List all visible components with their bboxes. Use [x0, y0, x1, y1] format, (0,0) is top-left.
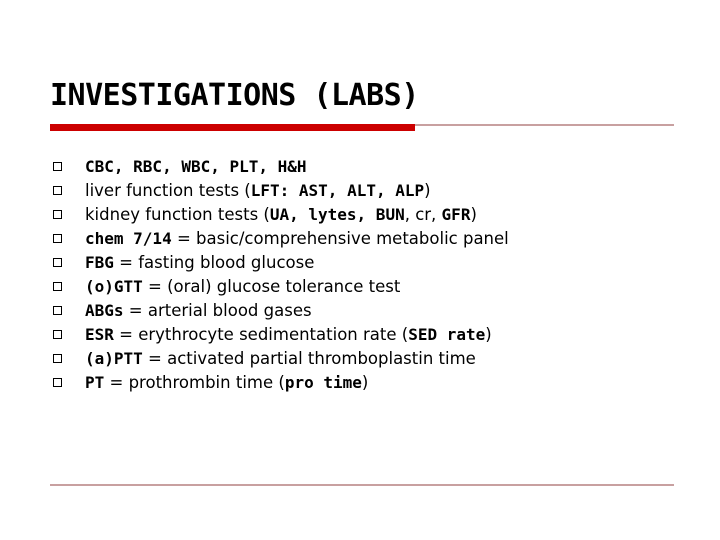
- bold-term: pro time: [284, 372, 362, 392]
- hollow-square-bullet-icon: [53, 306, 62, 315]
- list-item-text: [85, 205, 477, 224]
- list-item: [50, 154, 509, 178]
- list-item: [50, 178, 509, 202]
- slide-title: INVESTIGATIONS (LABS): [50, 78, 419, 113]
- plain-text: ): [485, 324, 492, 344]
- plain-text: = prothrombin time (: [104, 372, 285, 392]
- list-item: [50, 250, 509, 274]
- hollow-square-bullet-icon: [53, 162, 62, 171]
- plain-text: , cr,: [404, 204, 442, 224]
- plain-text: = basic/comprehensive metabolic panel: [171, 228, 509, 248]
- list-item-text: [85, 253, 314, 272]
- plain-text: kidney function tests (: [85, 204, 270, 224]
- list-item-text: [85, 277, 400, 296]
- bold-term: UA, lytes, BUN: [269, 204, 405, 224]
- title-underline-thin: [415, 124, 674, 126]
- hollow-square-bullet-icon: [53, 330, 62, 339]
- hollow-square-bullet-icon: [53, 258, 62, 267]
- plain-text: = arterial blood gases: [123, 300, 312, 320]
- plain-text: = activated partial thromboplastin time: [142, 348, 476, 368]
- list-item: [50, 322, 509, 346]
- list-item: [50, 226, 509, 250]
- bold-term: ESR: [85, 324, 114, 344]
- plain-text: = erythrocyte sedimentation rate (: [113, 324, 409, 344]
- plain-text: = fasting blood glucose: [113, 252, 315, 272]
- hollow-square-bullet-icon: [53, 234, 62, 243]
- hollow-square-bullet-icon: [53, 186, 62, 195]
- plain-text: ): [470, 204, 477, 224]
- list-item-text: [85, 325, 492, 344]
- list-item-text: [85, 181, 431, 200]
- hollow-square-bullet-icon: [53, 282, 62, 291]
- bold-term: LFT: AST, ALT, ALP: [250, 180, 425, 200]
- list-item-text: [85, 373, 368, 392]
- bold-term: ABGs: [85, 300, 124, 320]
- plain-text: ): [424, 180, 431, 200]
- bold-term: PT: [85, 372, 105, 392]
- list-item: [50, 202, 509, 226]
- list-item: [50, 274, 509, 298]
- plain-text: liver function tests (: [85, 180, 251, 200]
- bold-term: GFR: [441, 204, 471, 224]
- footer-rule: [50, 484, 674, 486]
- list-item: [50, 370, 509, 394]
- list-item-text: [85, 157, 307, 176]
- bullet-list: [50, 154, 509, 394]
- plain-text: ): [361, 372, 369, 392]
- list-item-text: [85, 301, 312, 320]
- bold-term: SED rate: [408, 324, 486, 344]
- hollow-square-bullet-icon: [53, 210, 62, 219]
- list-item-text: [85, 349, 476, 368]
- title-underline-accent: [50, 124, 415, 131]
- bold-term: (a)PTT: [85, 348, 143, 368]
- hollow-square-bullet-icon: [53, 378, 62, 387]
- list-item: [50, 346, 509, 370]
- bold-term: chem 7/14: [85, 228, 172, 248]
- bold-term: (o)GTT: [85, 276, 143, 296]
- hollow-square-bullet-icon: [53, 354, 62, 363]
- bold-term: FBG: [85, 252, 114, 272]
- plain-text: = (oral) glucose tolerance test: [142, 276, 401, 296]
- list-item: [50, 298, 509, 322]
- bold-term: CBC, RBC, WBC, PLT, H&H: [85, 156, 307, 176]
- list-item-text: [85, 229, 509, 248]
